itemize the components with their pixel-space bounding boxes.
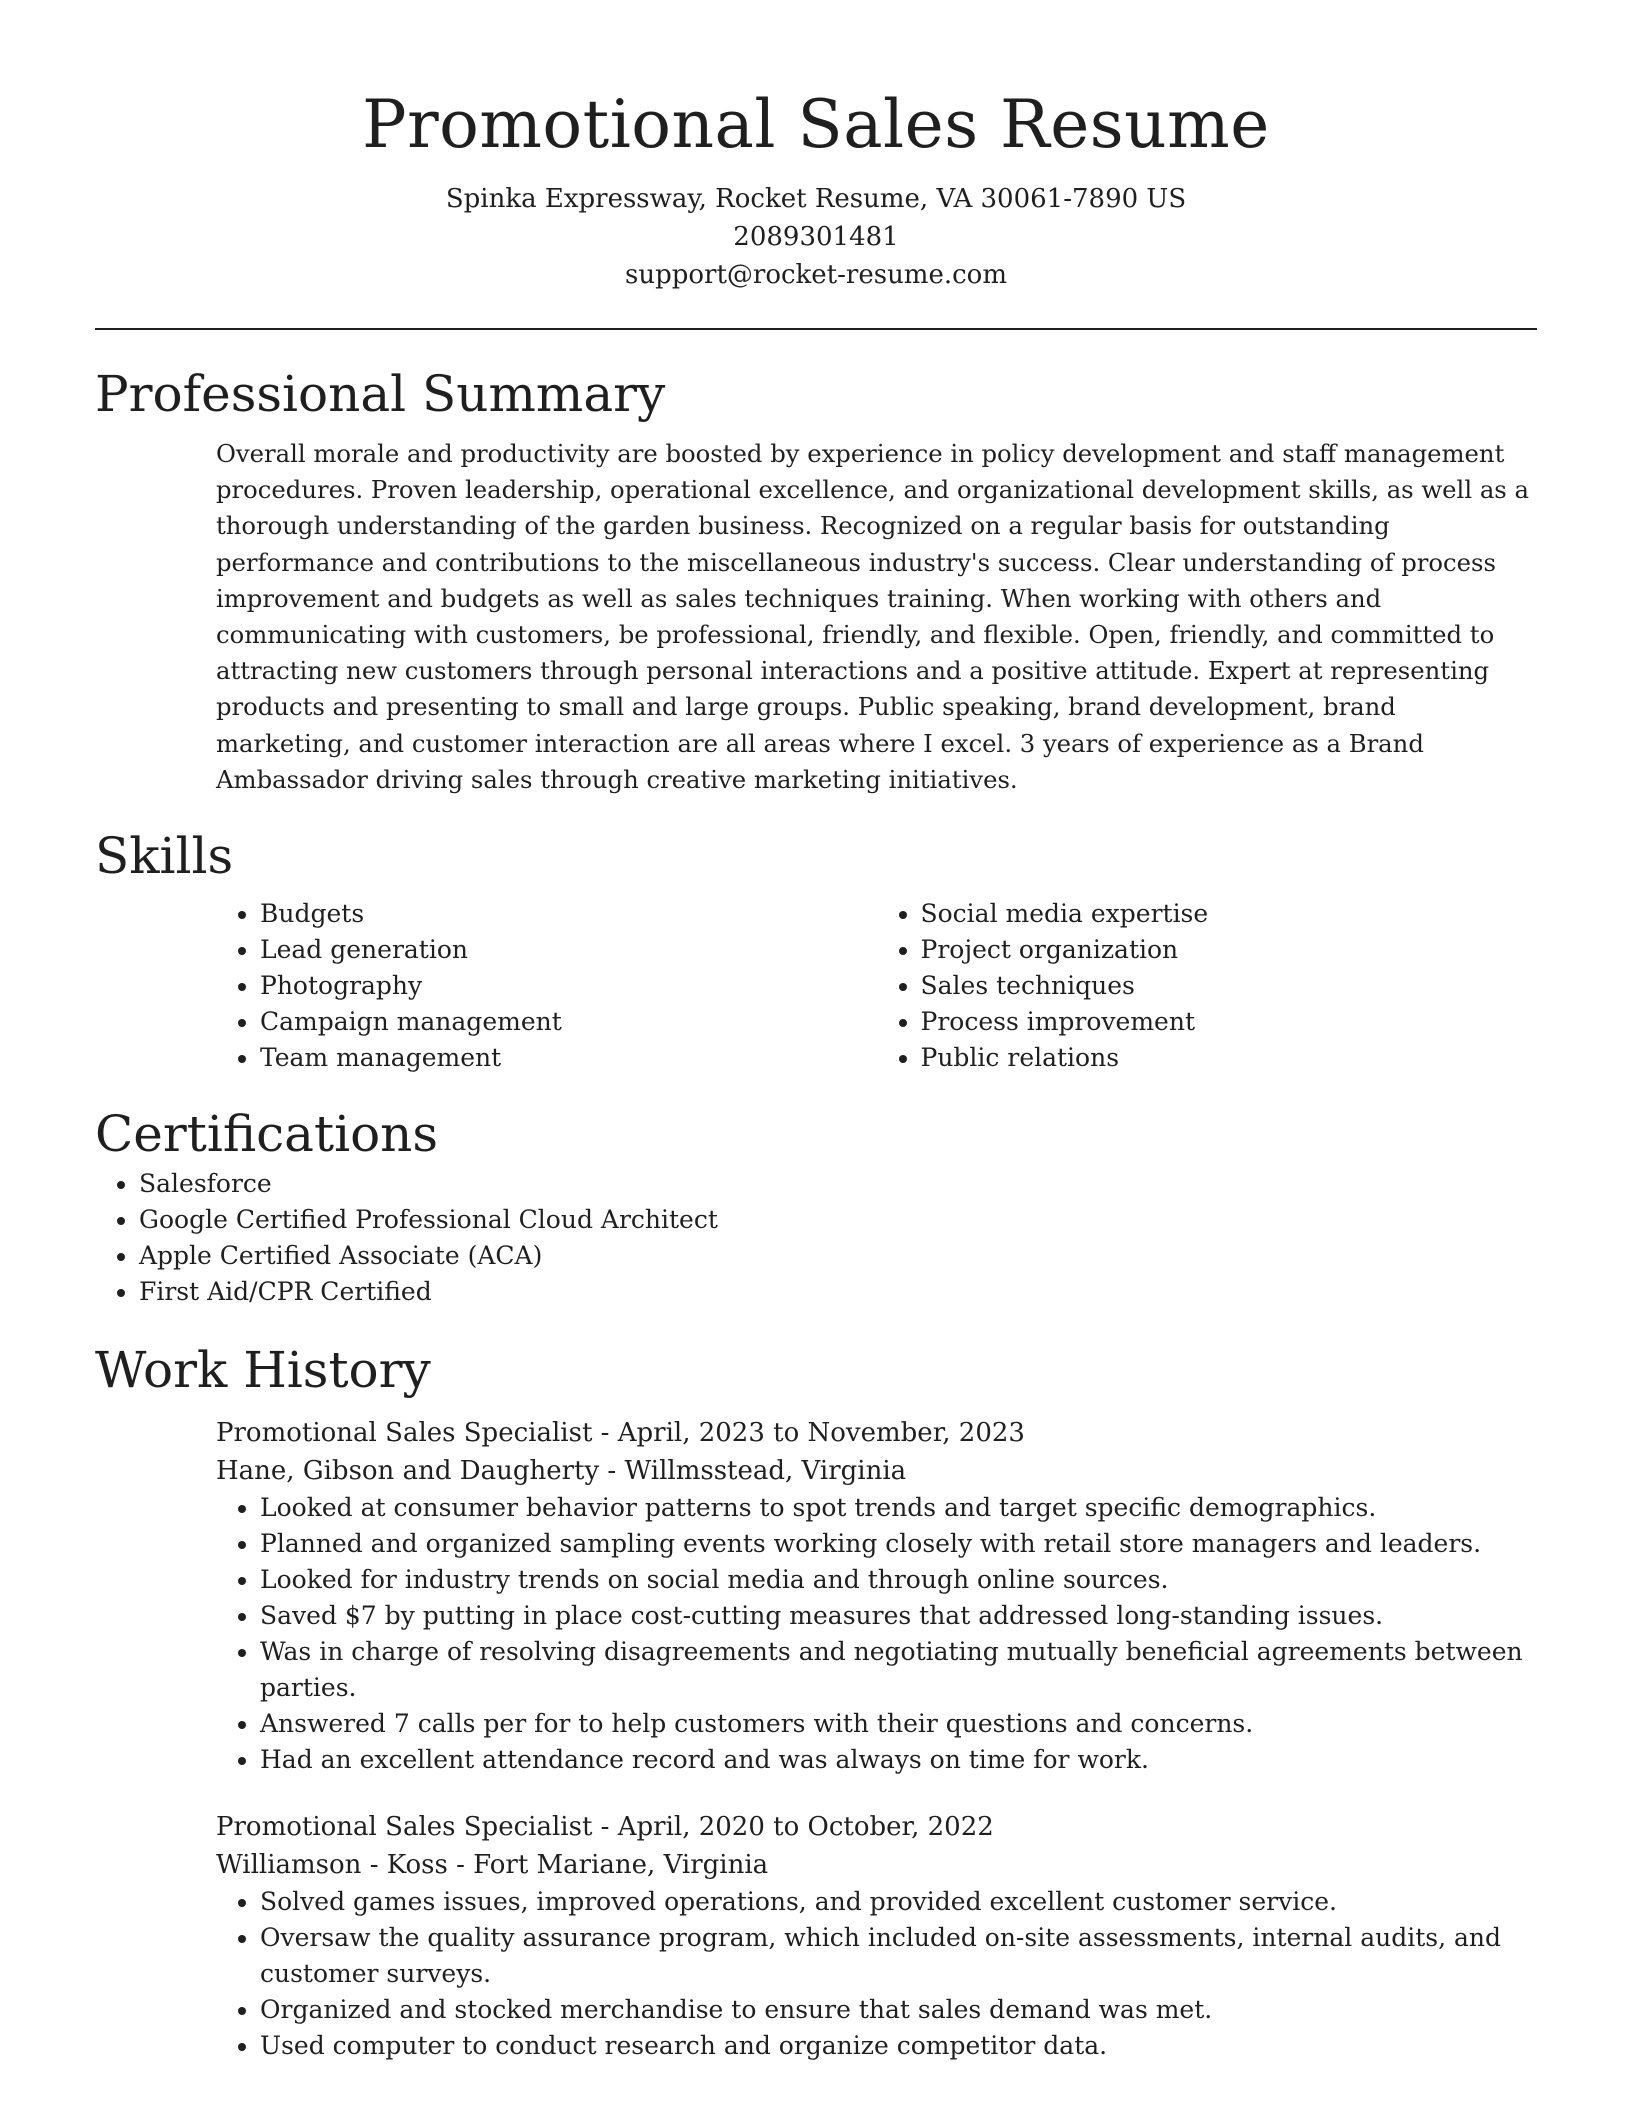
job-location: Fort Mariane, Virginia — [473, 1850, 769, 1881]
job-company: Williamson - Koss — [216, 1850, 448, 1881]
contact-email: support@rocket-resume.com — [624, 260, 1007, 290]
skill-item: • Budgets — [260, 896, 877, 932]
skill-item: • Process improvement — [921, 1004, 1538, 1040]
skill-item: • Team management — [260, 1040, 877, 1076]
header-divider — [95, 328, 1537, 330]
certification-item: • First Aid/CPR Certified — [139, 1274, 1537, 1310]
certifications-heading: Certifications — [95, 1105, 439, 1164]
job-bullets — [216, 1490, 1537, 1778]
job-location: Willmsstead, Virginia — [624, 1456, 907, 1487]
resume-title: Promotional Sales Resume — [362, 86, 1270, 163]
skill-item: • Project organization — [921, 932, 1538, 968]
job-dates: April, 2023 to November, 2023 — [617, 1418, 1025, 1449]
job-company: Hane, Gibson and Daugherty — [216, 1456, 600, 1487]
skill-item: • Lead generation — [260, 932, 877, 968]
job-company-line: Hane, Gibson and Daugherty - Willmsstead, Virginia — [216, 1456, 907, 1487]
job-dates: April, 2020 to October, 2022 — [617, 1812, 994, 1843]
job-bullet: • Answered 7 calls per for to help customers with their questions and concerns. — [260, 1706, 1537, 1742]
job-entry — [216, 1414, 1537, 1778]
certification-item: • Google Certified Professional Cloud Architect — [139, 1202, 1537, 1238]
certification-item: • Apple Certified Associate (ACA) — [139, 1238, 1537, 1274]
job-bullet: • Saved $7 by putting in place cost-cutting measures that addressed long-standing issues. — [260, 1598, 1537, 1634]
skills-section — [95, 824, 1537, 1076]
certifications-list — [95, 1166, 1537, 1310]
skills-grid — [216, 896, 1537, 1076]
summary-text: Overall morale and productivity are boosted by experience in policy development and staff management procedures. Proven leadership, operational excellence, and organizational development skills, as well as a thorough understanding of the garden business. Recognized on a regular basis for outstanding performance and contributions to the miscellaneous industry's success. Clear understanding of process improvement and budgets as well as sales techniques training. When working with others and communicating with customers, be professional, friendly, and flexible. Open, friendly, and committed to attracting new customers through personal interactions and a positive attitude. Expert at representing products and presenting to small and large groups. Public speaking, brand development, brand marketing, and customer interaction are all areas where I excel. 3 years of experience as a Brand Ambassador driving sales through creative marketing initiatives. — [216, 439, 1529, 794]
job-bullet: • Organized and stocked merchandise to ensure that sales demand was met. — [260, 1992, 1537, 2028]
contact-block — [95, 180, 1537, 294]
job-bullet: • Looked for industry trends on social media and through online sources. — [260, 1562, 1537, 1598]
summary-heading: Professional Summary — [95, 365, 666, 423]
skills-list-left — [216, 896, 877, 1076]
job-bullet: • Used computer to conduct research and organize competitor data. — [260, 2028, 1537, 2064]
job-title-line: Promotional Sales Specialist - April, 2020 to October, 2022 — [216, 1812, 994, 1843]
summary-section — [95, 362, 1537, 798]
job-title: Promotional Sales Specialist — [216, 1418, 593, 1449]
skills-heading: Skills — [95, 827, 234, 886]
contact-address: Spinka Expressway, Rocket Resume, VA 30061-7890 US — [445, 184, 1187, 214]
certifications-section — [95, 1102, 1537, 1310]
job-bullets — [216, 1884, 1537, 2064]
job-entry — [216, 1808, 1537, 2064]
certification-item: • Salesforce — [139, 1166, 1537, 1202]
job-bullet: • Oversaw the quality assurance program, which included on-site assessments, internal audits, and customer surveys. — [260, 1920, 1537, 1992]
job-bullet: • Had an excellent attendance record and was always on time for work. — [260, 1742, 1537, 1778]
job-bullet: • Solved games issues, improved operations, and provided excellent customer service. — [260, 1884, 1537, 1920]
job-title-line: Promotional Sales Specialist - April, 2023 to November, 2023 — [216, 1418, 1025, 1449]
job-bullet: • Was in charge of resolving disagreements and negotiating mutually beneficial agreements between parties. — [260, 1634, 1537, 1706]
skills-list-right — [877, 896, 1538, 1076]
work-history-heading: Work History — [95, 1341, 431, 1400]
skill-item: • Photography — [260, 968, 877, 1004]
resume-header — [95, 0, 1537, 294]
skill-item: • Sales techniques — [921, 968, 1538, 1004]
skill-item: • Campaign management — [260, 1004, 877, 1040]
job-title: Promotional Sales Specialist — [216, 1812, 593, 1843]
skill-item: • Public relations — [921, 1040, 1538, 1076]
skill-item: • Social media expertise — [921, 896, 1538, 932]
job-bullet: • Planned and organized sampling events working closely with retail store managers and leaders. — [260, 1526, 1537, 1562]
resume-page — [95, 0, 1537, 2064]
job-bullet: • Looked at consumer behavior patterns to spot trends and target specific demographics. — [260, 1490, 1537, 1526]
work-history-section — [95, 1338, 1537, 2064]
job-company-line: Williamson - Koss - Fort Mariane, Virginia — [216, 1850, 769, 1881]
contact-phone: 2089301481 — [733, 222, 899, 252]
